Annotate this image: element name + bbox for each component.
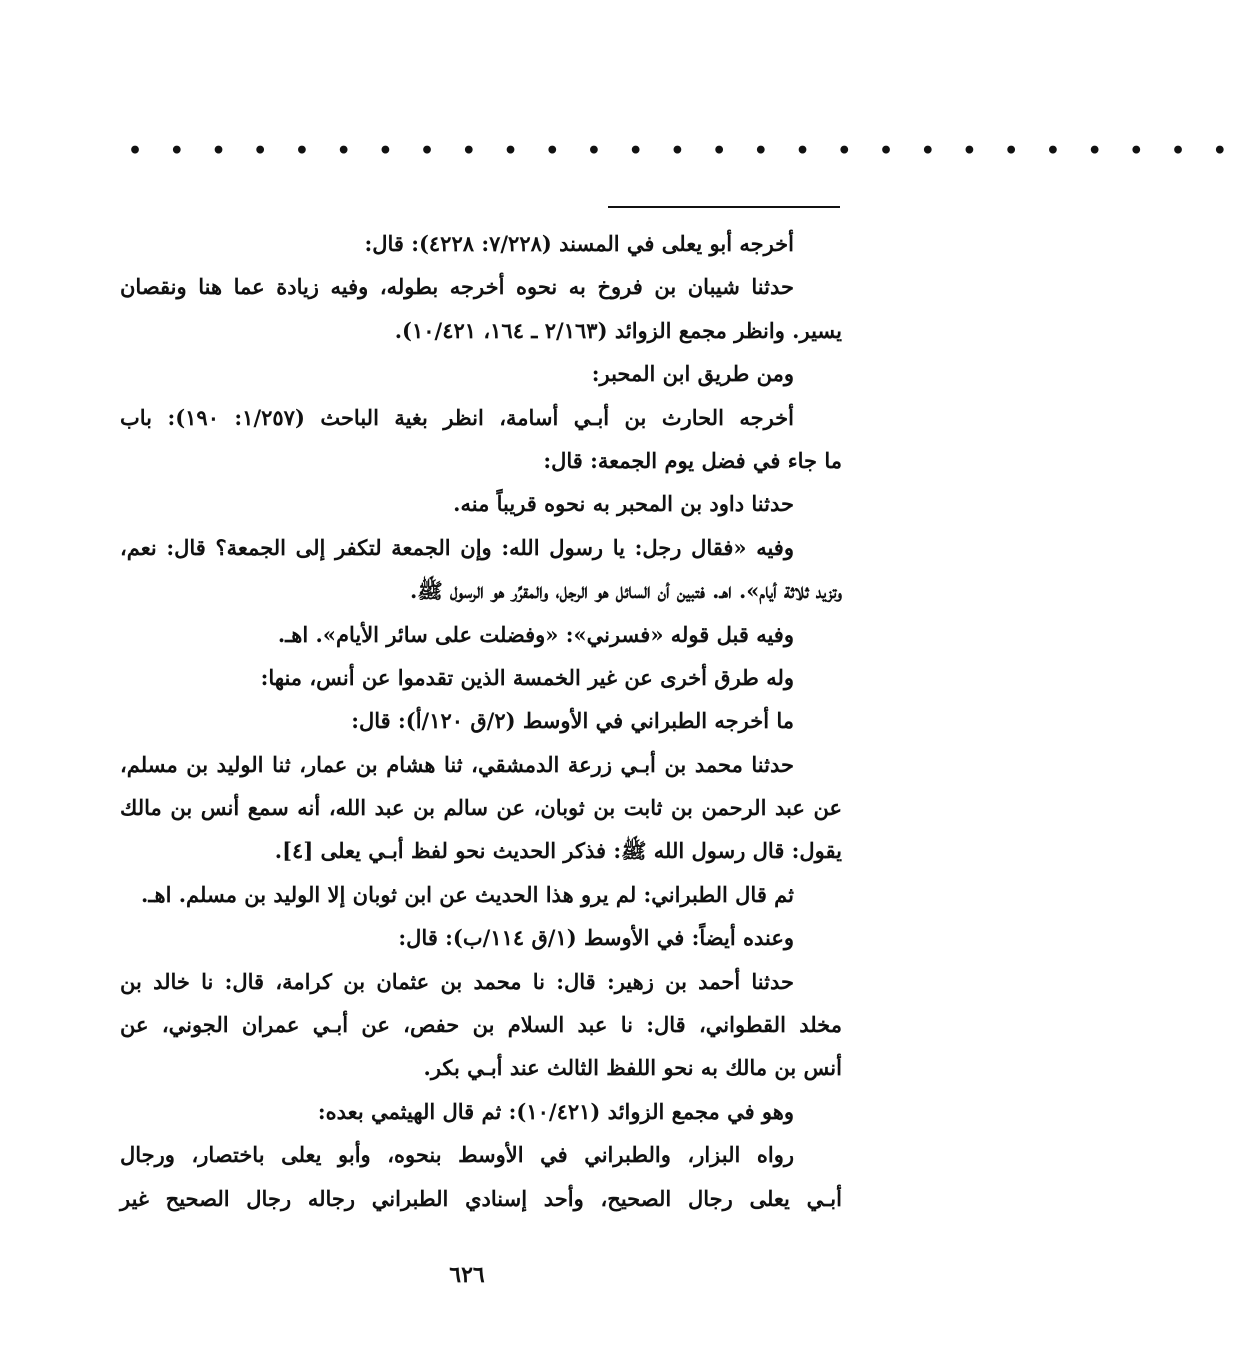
text-line: حدثنا شيبان بن فروخ به نحوه أخرجه بطوله، وفيه زيادة عما هنا ونقصان bbox=[120, 274, 794, 300]
text-line: حدثنا أحمد بن زهير: قال: نا محمد بن عثمان بن كرامة، قال: نا خالد بن bbox=[120, 968, 794, 994]
text-line: رواه البزار، والطبراني في الأوسط بنحوه، وأبو يعلى باختصار، ورجال bbox=[120, 1142, 794, 1168]
body-text bbox=[120, 222, 842, 1220]
text-line: يسير. وانظر مجمع الزوائد (٢/١٦٣ ـ ١٦٤، ١٠/٤٢١). bbox=[394, 317, 842, 343]
text-line: وله طرق أخرى عن غير الخمسة الذين تقدموا عن أنس، منها: bbox=[260, 664, 794, 690]
page-number: ٦٢٦ bbox=[449, 1262, 485, 1288]
separator-dots: • • • • • • • • • • • • • • • • • • • • • • • • • • • bbox=[128, 138, 1237, 164]
text-line: وفيه قبل قوله «فسرني»: «وفضلت على سائر الأيام». اهـ. bbox=[277, 621, 794, 647]
text-line: أخرجه الحارث بن أبـي أسامة، انظر بغية الباحث (١/٢٥٧: ١٩٠): باب bbox=[120, 404, 794, 430]
footnote-rule bbox=[608, 206, 840, 208]
text-line: ما أخرجه الطبراني في الأوسط (٢/ق ١٢٠/أ): قال: bbox=[351, 708, 794, 734]
text-line: مخلد القطواني، قال: نا عبد السلام بن حفص، عن أبـي عمران الجوني، عن bbox=[120, 1012, 842, 1038]
text-line: أبـي يعلى رجال الصحيح، وأحد إسنادي الطبراني رجاله رجال الصحيح غير bbox=[120, 1185, 842, 1211]
text-line: ومن طريق ابن المحبر: bbox=[591, 361, 794, 387]
text-line: وهو في مجمع الزوائد (١٠/٤٢١): ثم قال الهيثمي بعده: bbox=[317, 1098, 794, 1124]
text-line: وعنده أيضاً: في الأوسط (١/ق ١١٤/ب): قال: bbox=[398, 925, 794, 951]
text-line: أخرجه أبو يعلى في المسند (٧/٢٢٨: ٤٢٢٨): قال: bbox=[364, 231, 794, 256]
text-line: ثم قال الطبراني: لم يرو هذا الحديث عن ابن ثوبان إلا الوليد بن مسلم. اهـ. bbox=[141, 881, 794, 907]
text-line: يقول: قال رسول الله ﷺ: فذكر الحديث نحو لفظ أبـي يعلى [٤]. bbox=[274, 838, 842, 864]
text-line: عن عبد الرحمن بن ثابت بن ثوبان، عن سالم بن عبد الله، أنه سمع أنس بن مالك bbox=[120, 795, 842, 821]
text-line: حدثنا داود بن المحبر به نحوه قريباً منه. bbox=[453, 491, 794, 517]
text-line: حدثنا محمد بن أبـي زرعة الدمشقي، ثنا هشام بن عمار، ثنا الوليد بن مسلم، bbox=[120, 751, 794, 777]
text-line: وتزيد ثلاثة أيام». اهـ. فتبين أن السائل هو الرجل، والمقرِّر هو الرسول ﷺ. bbox=[410, 578, 842, 604]
text-line: ما جاء في فضل يوم الجمعة: قال: bbox=[543, 447, 842, 473]
text-line: وفيه «فقال رجل: يا رسول الله: وإن الجمعة لتكفر إلى الجمعة؟ قال: نعم، bbox=[120, 534, 794, 560]
text-line: أنس بن مالك به نحو اللفظ الثالث عند أبـي بكر. bbox=[423, 1055, 842, 1081]
